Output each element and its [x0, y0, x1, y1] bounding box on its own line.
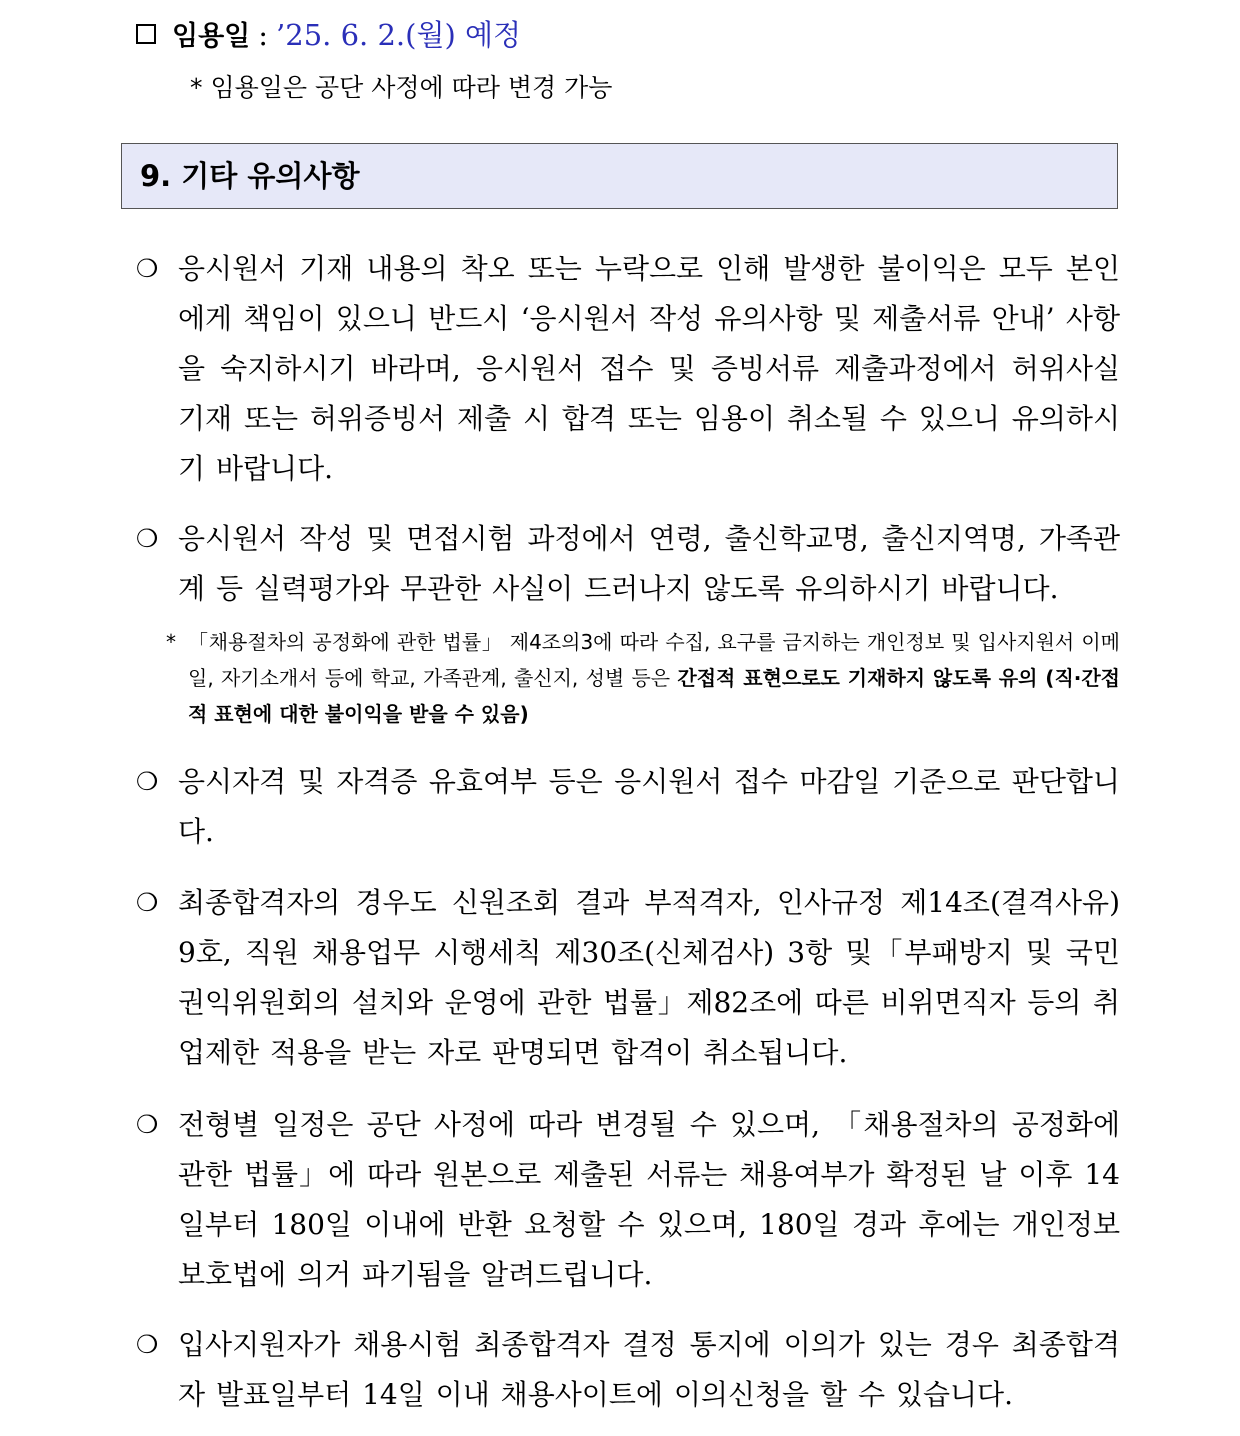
subnote-normal-text: 「채용절차의 공정화에 관한 법률」 제4조의3에 따라 수집, 요구를 금지하는 개인정보 및 입사지원서 이메일, 자기소개서 등에 학교, 가족관계, 출신지, 성별 등은	[188, 630, 1120, 690]
circle-bullet-icon: ❍	[136, 254, 159, 283]
circle-bullet-icon: ❍	[136, 524, 159, 553]
checkbox-square-icon	[136, 24, 156, 44]
legal-subnote	[166, 624, 1120, 732]
notice-item-text: 최종합격자의 경우도 신원조회 결과 부적격자, 인사규정 제14조(결격사유) 9호, 직원 채용업무 시행세칙 제30조(신체검사) 3항 및「부패방지 및 국민권익위원회의 설치와 운영에 관한 법률」제82조에 따른 비위면직자 등의 취업제한 적용을 받는 자로 판명되면 합격이 취소됩니다.	[178, 886, 1120, 1069]
notice-item-text: 응시원서 작성 및 면접시험 과정에서 연령, 출신학교명, 출신지역명, 가족관계 등 실력평가와 무관한 사실이 드러나지 않도록 유의하시기 바랍니다.	[178, 522, 1120, 605]
notice-item	[136, 1100, 1120, 1300]
notice-item-text: 응시원서 기재 내용의 착오 또는 누락으로 인해 발생한 불이익은 모두 본인에게 책임이 있으니 반드시 ‘응시원서 작성 유의사항 및 제출서류 안내’ 사항을 숙지하시기 바라며, 응시원서 접수 및 증빙서류 제출과정에서 허위사실 기재 또는 허위증빙서 제출 시 합격 또는 임용이 취소될 수 있으니 유의하시기 바랍니다.	[178, 252, 1120, 485]
notice-item	[136, 1320, 1120, 1420]
appointment-date: ’25. 6. 2.(월) 예정	[276, 18, 522, 52]
appointment-note: * 임용일은 공단 사정에 따라 변경 가능	[190, 73, 613, 102]
subnote-bold-text: 간접적 표현으로도 기재하지 않도록 유의 (직·간접적 표현에 대한 불이익을 받을 수 있음)	[188, 666, 1121, 726]
appointment-line	[136, 16, 521, 56]
notice-item-text: 응시자격 및 자격증 유효여부 등은 응시원서 접수 마감일 기준으로 판단합니다.	[178, 765, 1120, 848]
notice-item	[136, 757, 1120, 857]
circle-bullet-icon: ❍	[136, 1110, 159, 1139]
notice-item-text: 전형별 일정은 공단 사정에 따라 변경될 수 있으며, 「채용절차의 공정화에 관한 법률」에 따라 원본으로 제출된 서류는 채용여부가 확정된 날 이후 14일부터 180일 이내에 반환 요청할 수 있으며, 180일 경과 후에는 개인정보보호법에 의거 파기됨을 알려드립니다.	[178, 1108, 1120, 1291]
appointment-colon: :	[258, 18, 269, 52]
subnote-star: *	[166, 630, 176, 654]
section-title: 9. 기타 유의사항	[140, 159, 360, 193]
appointment-label: 임용일	[172, 21, 251, 52]
section-header	[121, 143, 1118, 209]
notice-item	[136, 878, 1120, 1078]
notice-item	[136, 244, 1120, 494]
notice-item	[136, 514, 1120, 614]
notice-item-text: 입사지원자가 채용시험 최종합격자 결정 통지에 이의가 있는 경우 최종합격자 발표일부터 14일 이내 채용사이트에 이의신청을 할 수 있습니다.	[178, 1328, 1120, 1411]
circle-bullet-icon: ❍	[136, 1330, 159, 1359]
circle-bullet-icon: ❍	[136, 767, 159, 796]
circle-bullet-icon: ❍	[136, 888, 159, 917]
